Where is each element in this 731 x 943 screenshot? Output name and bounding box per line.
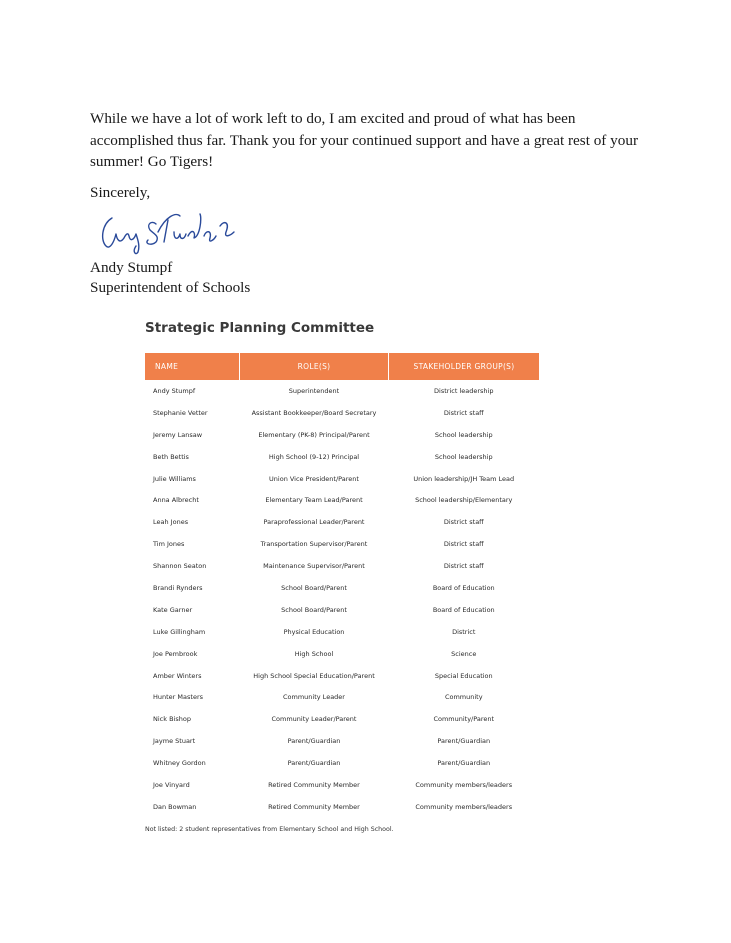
member-name: Beth Bettis [153,452,189,461]
member-name: Dan Bowman [153,802,197,811]
member-name: Joe Pembrook [153,649,198,658]
closing-paragraph: While we have a lot of work left to do, I am excited and proud of what has been accomplished thus far. Thank you for your continued support and have a great rest of your summer! Go Tigers! [90,110,639,170]
member-group: Community members/leaders [415,802,513,811]
member-role: Union Vice President/Parent [269,474,359,483]
table-row [145,621,539,643]
member-role: School Board/Parent [281,583,347,592]
member-name: Tim Jones [153,540,185,549]
member-group: Science [451,649,477,658]
member-name: Jayme Stuart [153,737,196,746]
member-role: High School (9-12) Principal [268,452,360,461]
table-row [145,752,539,774]
member-group: District leadership [434,386,494,395]
table-row [145,774,539,796]
member-role: Paraprofessional Leader/Parent [263,518,365,527]
member-role: Retired Community Member [268,802,360,811]
member-group: District staff [443,518,484,527]
table-row [145,686,539,708]
signature-image [96,206,256,256]
table-row [145,730,539,752]
table-row [145,424,539,446]
member-name: Jeremy Lansaw [153,430,203,439]
member-role: Transportation Supervisor/Parent [260,540,368,549]
member-role: Assistant Bookkeeper/Board Secretary [251,408,377,417]
committee-footnote: Not listed: 2 student representatives from Elementary School and High School. [145,826,394,833]
member-group: Union leadership/JH Team Lead [413,474,515,483]
member-group: Community members/leaders [415,780,513,789]
member-name: Luke Gillingham [153,627,206,636]
table-row [145,643,539,665]
member-group: Special Education [434,671,493,680]
signer-name: Andy Stumpf [90,259,173,276]
member-group: Community [444,693,483,702]
table-row [145,446,539,468]
table-row [145,511,539,533]
member-role: Retired Community Member [268,780,360,789]
table-row [145,665,539,687]
member-group: District staff [443,540,484,549]
table-row [145,555,539,577]
member-role: Parent/Guardian [287,759,341,768]
member-group: School leadership [434,430,493,439]
member-name: Julie Williams [153,474,196,483]
column-header-stakeholder-groups: STAKEHOLDER GROUP(S) [389,353,540,380]
member-name: Leah Jones [153,518,189,527]
letter-body [90,108,650,173]
member-group: School leadership/Elementary [415,496,513,505]
member-role: High School [294,649,334,658]
member-group: Community/Parent [433,715,495,724]
member-name: Anna Albrecht [153,496,199,505]
member-name: Kate Garner [153,605,193,614]
signer-block [90,258,250,298]
table-row [145,708,539,730]
table-row [145,402,539,424]
member-role: High School Special Education/Parent [253,671,375,680]
member-role: Physical Education [283,627,345,636]
committee-title: Strategic Planning Committee [145,320,375,336]
member-group: District staff [443,408,484,417]
member-name: Joe Vinyard [153,780,190,789]
column-header-roles: ROLE(S) [240,353,389,380]
table-row [145,533,539,555]
closing-salutation: Sincerely, [90,184,151,201]
member-group: District [452,627,476,636]
member-name: Stephanie Vetter [153,408,208,417]
member-role: Maintenance Supervisor/Parent [263,562,365,571]
member-role: Parent/Guardian [287,737,341,746]
member-name: Amber Winters [153,671,202,680]
member-group: Parent/Guardian [437,737,491,746]
member-role: Elementary (PK-8) Principal/Parent [258,430,370,439]
column-header-name: NAME [145,353,240,380]
signer-title: Superintendent of Schools [90,279,251,296]
committee-table [145,353,539,818]
table-row [145,380,539,402]
table-row [145,489,539,511]
member-group: Parent/Guardian [437,759,491,768]
table-row [145,599,539,621]
member-name: Andy Stumpf [153,386,196,395]
member-role: Elementary Team Lead/Parent [265,496,363,505]
member-name: Nick Bishop [153,715,191,724]
member-role: Community Leader/Parent [271,715,357,724]
committee-table-header [145,353,539,380]
member-name: Whitney Gordon [153,759,206,768]
member-group: Board of Education [432,605,495,614]
member-role: School Board/Parent [281,605,347,614]
table-row [145,468,539,490]
member-role: Community Leader [283,693,345,702]
table-row [145,796,539,818]
member-role: Superintendent [288,386,340,395]
member-name: Shannon Seaton [153,562,207,571]
member-name: Brandi Rynders [153,583,203,592]
table-row [145,577,539,599]
member-group: Board of Education [432,583,495,592]
member-group: District staff [443,562,484,571]
member-name: Hunter Masters [153,693,203,702]
member-group: School leadership [434,452,493,461]
